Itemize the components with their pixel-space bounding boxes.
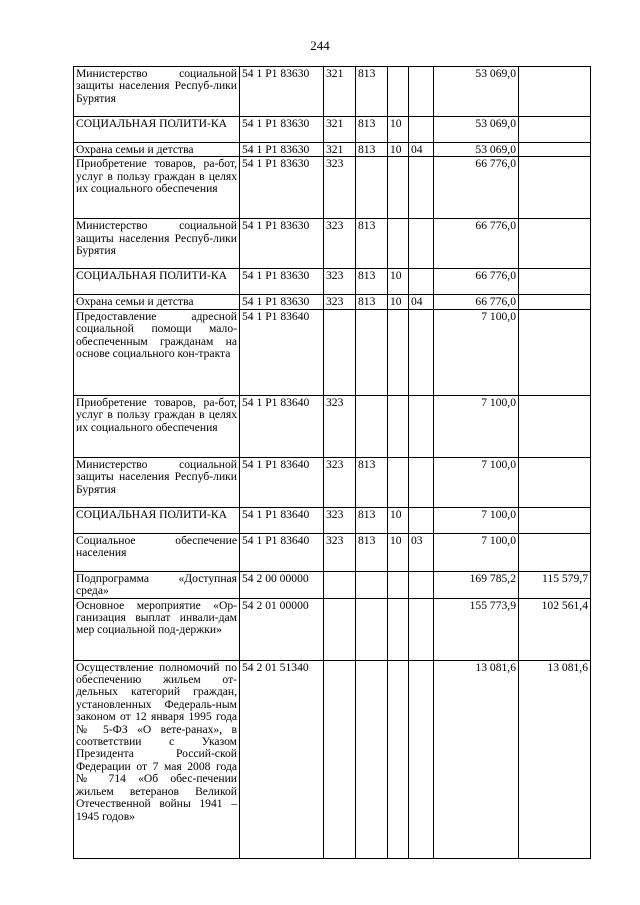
amount-1-cell: 66 776,0 [434,269,519,295]
expense-type-cell [324,660,356,858]
department-cell [356,309,388,395]
department-cell [356,395,388,457]
department-cell: 813 [356,67,388,117]
amount-2-cell [519,395,591,457]
department-cell: 813 [356,533,388,571]
section-cell: 10 [388,117,409,143]
page-number: 244 [310,38,330,53]
code-cell: 54 2 01 00000 [240,598,324,660]
code-cell: 54 1 P1 83630 [240,157,324,219]
subsection-cell [409,219,434,269]
name-cell: СОЦИАЛЬНАЯ ПОЛИТИ-КА [74,117,240,143]
amount-2-cell [519,309,591,395]
amount-2-cell [519,117,591,143]
amount-1-cell: 66 776,0 [434,295,519,309]
section-cell [388,219,409,269]
department-cell [356,660,388,858]
name-cell: Социальное обеспечение населения [74,533,240,571]
name-cell: Охрана семьи и детства [74,295,240,309]
amount-1-cell: 53 069,0 [434,143,519,157]
expense-type-cell: 321 [324,117,356,143]
amount-2-cell [519,533,591,571]
subsection-cell [409,571,434,598]
code-cell: 54 1 P1 83640 [240,507,324,533]
code-cell: 54 1 P1 83630 [240,219,324,269]
amount-2-cell [519,507,591,533]
name-cell: Министерство социальной защиты населения Респуб-лики Бурятия [74,67,240,117]
code-cell: 54 1 P1 83630 [240,143,324,157]
name-cell: Приобретение товаров, ра-бот, услуг в пользу граждан в целях их социального обеспечения [74,157,240,219]
name-cell: Основное мероприятие «Ор-ганизация выплат инвали-дам мер социальной под-держки» [74,598,240,660]
subsection-cell: 03 [409,533,434,571]
table-row [74,507,591,533]
table-row [74,67,591,117]
name-cell: Охрана семьи и детства [74,143,240,157]
expense-type-cell: 323 [324,395,356,457]
code-cell: 54 1 P1 83630 [240,295,324,309]
amount-2-cell [519,457,591,507]
department-cell [356,598,388,660]
amount-1-cell: 7 100,0 [434,395,519,457]
section-cell: 10 [388,533,409,571]
amount-1-cell: 7 100,0 [434,457,519,507]
amount-1-cell: 53 069,0 [434,67,519,117]
section-cell [388,67,409,117]
section-cell: 10 [388,295,409,309]
amount-1-cell: 13 081,6 [434,660,519,858]
amount-1-cell: 66 776,0 [434,219,519,269]
table-row [74,533,591,571]
department-cell: 813 [356,219,388,269]
code-cell: 54 1 P1 83630 [240,269,324,295]
code-cell: 54 2 01 51340 [240,660,324,858]
subsection-cell [409,598,434,660]
amount-2-cell [519,67,591,117]
amount-1-cell: 155 773,9 [434,598,519,660]
amount-2-cell: 115 579,7 [519,571,591,598]
department-cell: 813 [356,117,388,143]
section-cell [388,309,409,395]
expense-type-cell: 323 [324,507,356,533]
amount-2-cell [519,269,591,295]
table-row [74,143,591,157]
table-row [74,571,591,598]
section-cell [388,598,409,660]
amount-1-cell: 7 100,0 [434,507,519,533]
subsection-cell [409,507,434,533]
subsection-cell [409,309,434,395]
name-cell: СОЦИАЛЬНАЯ ПОЛИТИ-КА [74,507,240,533]
code-cell: 54 1 P1 83640 [240,533,324,571]
department-cell [356,157,388,219]
name-cell: Предоставление адресной социальной помощи мало-обеспеченным гражданам на основе социального кон-тракта [74,309,240,395]
department-cell: 813 [356,269,388,295]
name-cell: Министерство социальной защиты населения Респуб-лики Бурятия [74,457,240,507]
section-cell [388,157,409,219]
expense-type-cell: 323 [324,457,356,507]
code-cell: 54 1 P1 83640 [240,457,324,507]
subsection-cell [409,67,434,117]
amount-2-cell [519,157,591,219]
subsection-cell: 04 [409,295,434,309]
section-cell: 10 [388,269,409,295]
expense-type-cell [324,571,356,598]
name-cell: СОЦИАЛЬНАЯ ПОЛИТИ-КА [74,269,240,295]
subsection-cell [409,157,434,219]
code-cell: 54 1 P1 83630 [240,117,324,143]
amount-1-cell: 53 069,0 [434,117,519,143]
amount-1-cell: 169 785,2 [434,571,519,598]
code-cell: 54 1 P1 83630 [240,67,324,117]
table-row [74,309,591,395]
amount-2-cell [519,143,591,157]
amount-2-cell [519,219,591,269]
expense-type-cell: 323 [324,157,356,219]
section-cell: 10 [388,143,409,157]
code-cell: 54 1 P1 83640 [240,309,324,395]
expense-type-cell [324,598,356,660]
amount-1-cell: 66 776,0 [434,157,519,219]
section-cell [388,571,409,598]
department-cell: 813 [356,143,388,157]
section-cell: 10 [388,507,409,533]
expense-type-cell: 323 [324,269,356,295]
amount-1-cell: 7 100,0 [434,309,519,395]
section-cell [388,457,409,507]
name-cell: Приобретение товаров, ра-бот, услуг в пользу граждан в целях их социального обеспечения [74,395,240,457]
name-cell: Осуществление полномочий по обеспечению жильем от-дельных категорий граждан, установленных Федераль-ным законом от 12 января 1995 года № 5-ФЗ «О вете-ранах», в соответствии с Указом Президента Россий-ской Федерации от 7 мая 2008 года № 714 «Об обес-печении жильем ветеранов Великой Отечественной войны 1941 – 1945 годов» [74,660,240,858]
expense-type-cell: 323 [324,533,356,571]
expense-type-cell: 323 [324,219,356,269]
name-cell: Министерство социальной защиты населения Респуб-лики Бурятия [74,219,240,269]
subsection-cell: 04 [409,143,434,157]
code-cell: 54 2 00 00000 [240,571,324,598]
table-row [74,219,591,269]
department-cell [356,571,388,598]
table-row [74,157,591,219]
subsection-cell [409,269,434,295]
amount-2-cell [519,295,591,309]
department-cell: 813 [356,457,388,507]
amount-1-cell: 7 100,0 [434,533,519,571]
subsection-cell [409,117,434,143]
department-cell: 813 [356,507,388,533]
subsection-cell [409,457,434,507]
table-row [74,395,591,457]
section-cell [388,395,409,457]
table-row [74,269,591,295]
expense-type-cell: 321 [324,67,356,117]
subsection-cell [409,395,434,457]
table-row [74,117,591,143]
amount-2-cell: 102 561,4 [519,598,591,660]
code-cell: 54 1 P1 83640 [240,395,324,457]
subsection-cell [409,660,434,858]
expense-type-cell: 323 [324,295,356,309]
expense-type-cell: 321 [324,143,356,157]
table-row [74,295,591,309]
table-row [74,457,591,507]
name-cell: Подпрограмма «Доступная среда» [74,571,240,598]
expense-type-cell [324,309,356,395]
table-row [74,598,591,660]
budget-table [73,66,591,859]
table-row [74,660,591,858]
department-cell: 813 [356,295,388,309]
amount-2-cell: 13 081,6 [519,660,591,858]
section-cell [388,660,409,858]
